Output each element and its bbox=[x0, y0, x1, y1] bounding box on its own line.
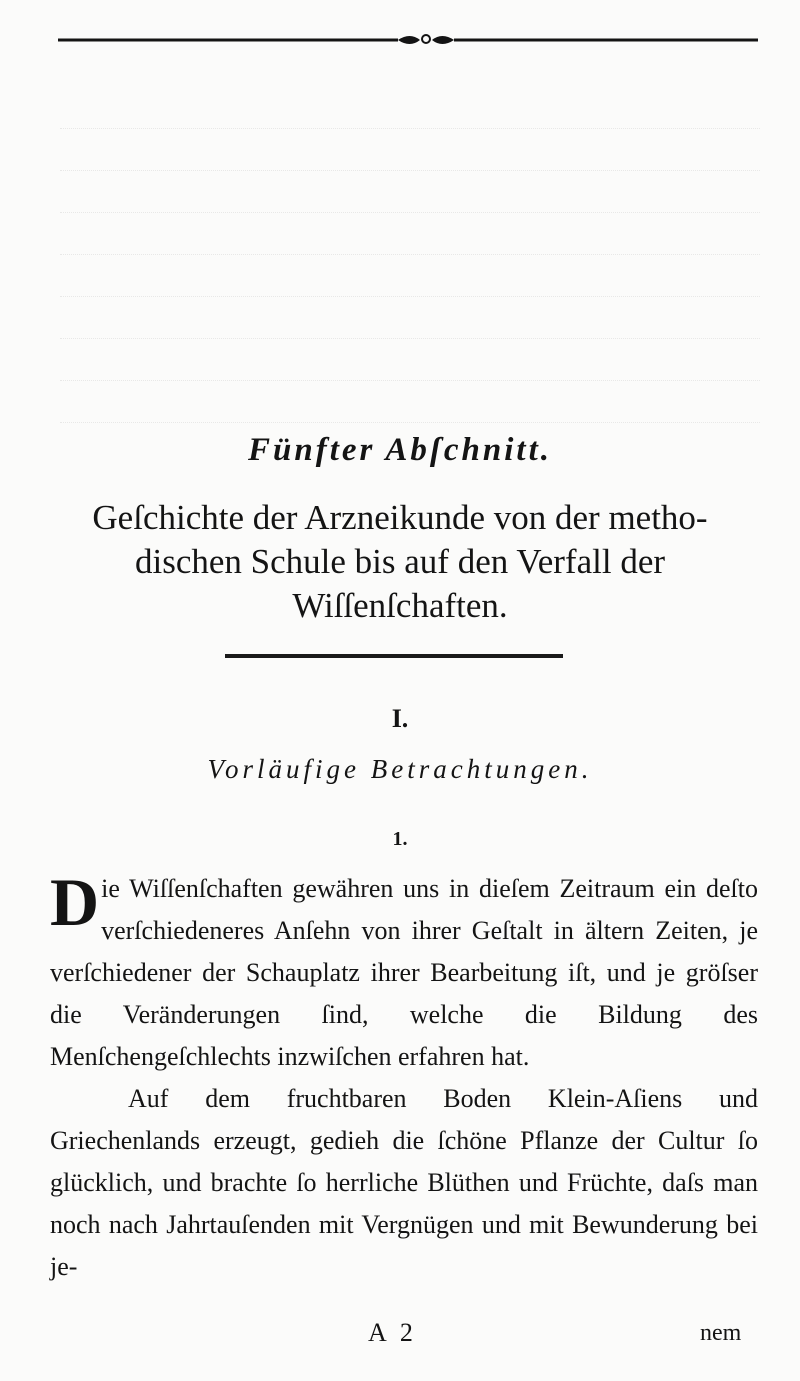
body-text bbox=[50, 864, 758, 1288]
roman-numeral: I. bbox=[391, 704, 409, 733]
paragraph-1-text: ie Wiſſenſchaften gewähren uns in dieſem Zeitraum ein deſto verſchiedeneres Anſehn von ihrer Geſtalt in ältern Zeiten, je verſchiedener der Schauplatz ihrer Bearbeitung iſt, und je gröſser die Veränderungen ſind, welche die Bildung des Menſchengeſchlechts inzwiſchen erfahren hat. bbox=[50, 874, 758, 1071]
paragraph-2: Auf dem fruchtbaren Boden Klein-Aſiens und Griechenlands erzeugt, gedieh die ſchöne Pflanze der Cultur ſo glücklich, und brachte ſo herrliche Blüthen und Früchte, daſs man noch nach Jahrtauſenden mit Vergnügen und mit Bewunderung bei je- bbox=[50, 1084, 758, 1281]
section-heading: Fünfter Abſchnitt. bbox=[248, 432, 552, 468]
catchword: nem bbox=[700, 1320, 742, 1346]
chapter-title: Geſchichte der Arzneikunde von der metho-dischen Schule bis auf den Verfall der Wiſſenſchaften. bbox=[92, 498, 708, 625]
paragraph-1 bbox=[50, 864, 758, 1078]
subsection-title: Vorläufige Betrachtungen. bbox=[207, 754, 593, 784]
paragraph-number: 1. bbox=[392, 828, 408, 850]
signature-mark: A 2 bbox=[368, 1318, 417, 1347]
divider-rule bbox=[225, 654, 563, 658]
drop-cap-initial: D bbox=[50, 864, 100, 940]
top-ornamental-rule bbox=[58, 26, 758, 48]
